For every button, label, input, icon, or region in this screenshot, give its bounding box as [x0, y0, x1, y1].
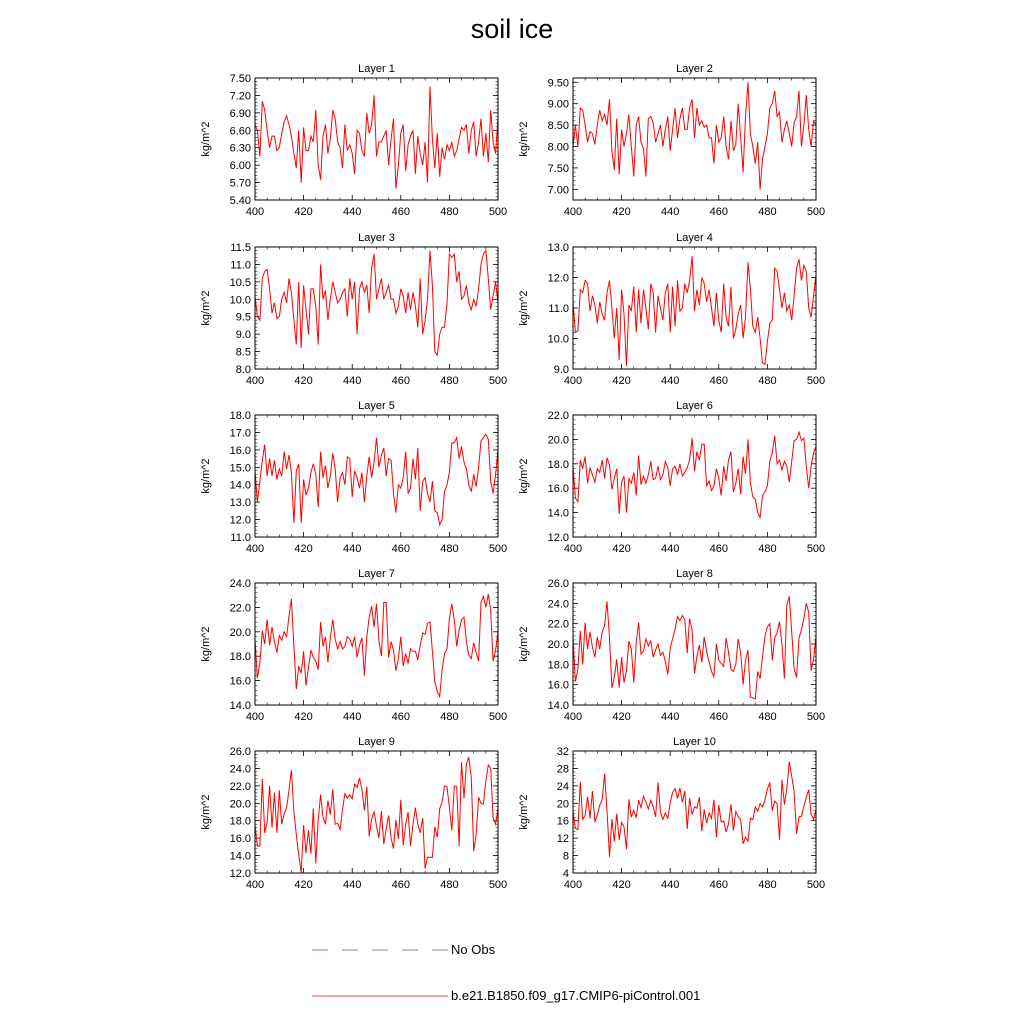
x-tick-label: 420 — [612, 543, 631, 555]
x-tick-label: 420 — [294, 543, 313, 555]
y-tick-label: 12.0 — [547, 272, 569, 285]
x-tick-label: 460 — [391, 543, 410, 555]
x-tick-label: 460 — [391, 375, 410, 387]
x-tick-label: 400 — [563, 206, 583, 218]
series-line — [255, 757, 498, 873]
plot-frame — [573, 78, 816, 200]
x-tick-label: 440 — [343, 711, 362, 723]
y-axis-label: kg/m^2 — [518, 626, 530, 662]
y-axis-label: kg/m^2 — [518, 121, 530, 157]
y-tick-label: 6.60 — [229, 125, 251, 138]
panel-title: Layer 10 — [673, 736, 716, 748]
x-tick-label: 460 — [709, 879, 728, 891]
x-tick-label: 500 — [488, 206, 508, 218]
y-tick-label: 10.0 — [229, 294, 251, 307]
x-tick-label: 500 — [806, 543, 826, 555]
x-tick-label: 480 — [440, 543, 459, 555]
chart-panel-3 — [200, 232, 507, 387]
y-axis-label: kg/m^2 — [518, 458, 530, 494]
y-tick-label: 8.5 — [235, 346, 251, 359]
y-tick-label: 4 — [562, 868, 569, 880]
x-tick-label: 480 — [758, 206, 777, 218]
x-tick-label: 420 — [294, 375, 313, 387]
y-tick-label: 22.0 — [547, 618, 569, 631]
series-line — [255, 251, 498, 356]
x-tick-label: 440 — [343, 375, 362, 387]
y-tick-label: 14.0 — [229, 700, 251, 712]
y-tick-label: 26.0 — [229, 746, 251, 758]
x-tick-label: 480 — [758, 543, 777, 555]
y-tick-label: 18.0 — [229, 815, 251, 828]
y-tick-label: 12.0 — [229, 868, 251, 880]
panel-title: Layer 6 — [676, 400, 713, 412]
y-tick-label: 7.20 — [229, 90, 251, 103]
panel-title: Layer 7 — [358, 568, 395, 580]
series-line — [573, 596, 816, 699]
y-tick-label: 26.0 — [547, 578, 569, 590]
panel-title: Layer 3 — [358, 232, 395, 244]
legend-obs-label: No Obs — [451, 942, 496, 957]
x-tick-label: 440 — [343, 206, 362, 218]
series-line — [573, 82, 816, 189]
x-tick-label: 480 — [440, 879, 459, 891]
x-tick-label: 400 — [563, 375, 583, 387]
chart-panel-6 — [518, 400, 825, 555]
y-tick-label: 12 — [556, 833, 569, 846]
y-tick-label: 20.0 — [547, 639, 569, 651]
panel-title: Layer 4 — [676, 232, 713, 244]
y-tick-label: 10.5 — [229, 276, 251, 289]
y-tick-label: 8.00 — [547, 141, 569, 154]
y-tick-label: 8.0 — [235, 364, 251, 376]
series-line — [573, 256, 816, 366]
y-tick-label: 20.0 — [229, 798, 251, 811]
x-tick-label: 420 — [612, 375, 631, 387]
x-tick-label: 480 — [758, 711, 777, 723]
x-tick-label: 440 — [661, 711, 680, 723]
y-tick-label: 5.70 — [229, 177, 251, 190]
y-axis-label: kg/m^2 — [200, 458, 212, 494]
x-tick-label: 500 — [806, 711, 826, 723]
x-tick-label: 400 — [245, 543, 265, 555]
y-tick-label: 7.00 — [547, 184, 569, 197]
chart-panel-9 — [200, 736, 507, 891]
x-tick-label: 480 — [440, 375, 459, 387]
y-tick-label: 13.0 — [547, 242, 569, 254]
x-tick-label: 400 — [245, 879, 265, 891]
y-tick-label: 16.0 — [547, 679, 569, 692]
y-tick-label: 6.00 — [229, 160, 251, 173]
panel-title: Layer 8 — [676, 568, 713, 580]
x-tick-label: 440 — [661, 206, 680, 218]
y-tick-label: 7.50 — [229, 73, 251, 85]
y-tick-label: 12.0 — [547, 532, 569, 544]
chart-panel-4 — [518, 232, 825, 387]
x-tick-label: 460 — [391, 711, 410, 723]
y-tick-label: 13.0 — [229, 497, 251, 510]
x-tick-label: 500 — [488, 711, 508, 723]
x-tick-label: 420 — [612, 879, 631, 891]
plot-frame — [255, 247, 498, 369]
x-tick-label: 440 — [661, 879, 680, 891]
y-tick-label: 24.0 — [547, 598, 569, 611]
x-tick-label: 440 — [343, 543, 362, 555]
y-tick-label: 16.0 — [229, 833, 251, 846]
y-tick-label: 9.5 — [235, 311, 251, 324]
x-tick-label: 420 — [612, 711, 631, 723]
series-line — [255, 594, 498, 697]
y-tick-label: 22.0 — [547, 410, 569, 422]
x-tick-label: 440 — [343, 879, 362, 891]
y-tick-label: 16 — [556, 815, 569, 828]
panel-title: Layer 1 — [358, 63, 395, 75]
legend-model-label: b.e21.B1850.f09_g17.CMIP6-piControl.001 — [451, 988, 701, 1003]
y-tick-label: 14.0 — [229, 479, 251, 492]
x-tick-label: 500 — [488, 375, 508, 387]
panel-title: Layer 2 — [676, 63, 713, 75]
x-tick-label: 460 — [709, 206, 728, 218]
y-tick-label: 11.0 — [548, 303, 569, 315]
y-tick-label: 11.0 — [230, 532, 251, 544]
series-line — [573, 762, 816, 857]
x-tick-label: 500 — [806, 206, 826, 218]
x-tick-label: 400 — [245, 206, 265, 218]
x-tick-label: 500 — [806, 879, 826, 891]
y-tick-label: 24.0 — [229, 763, 251, 776]
y-tick-label: 18.0 — [547, 659, 569, 672]
x-tick-label: 400 — [563, 879, 583, 891]
y-tick-label: 11.5 — [230, 242, 251, 254]
y-tick-label: 15.0 — [229, 462, 251, 475]
y-tick-label: 9.50 — [547, 77, 569, 90]
y-axis-label: kg/m^2 — [518, 290, 530, 326]
y-tick-label: 6.90 — [229, 107, 251, 120]
y-tick-label: 9.0 — [553, 364, 569, 376]
x-tick-label: 500 — [488, 543, 508, 555]
y-tick-label: 12.0 — [229, 514, 251, 527]
y-tick-label: 6.30 — [229, 142, 251, 155]
x-tick-label: 420 — [294, 206, 313, 218]
y-tick-label: 18.0 — [547, 458, 569, 471]
series-line — [255, 87, 498, 189]
x-tick-label: 480 — [440, 711, 459, 723]
x-tick-label: 480 — [758, 375, 777, 387]
y-tick-label: 32 — [556, 746, 569, 758]
x-tick-label: 460 — [709, 543, 728, 555]
chart-panel-5 — [200, 400, 507, 555]
x-tick-label: 440 — [661, 375, 680, 387]
y-tick-label: 17.0 — [229, 427, 251, 440]
series-line — [255, 434, 498, 525]
chart-panel-10 — [518, 736, 825, 891]
y-tick-label: 28 — [556, 763, 569, 776]
y-tick-label: 14.0 — [229, 850, 251, 863]
chart-panel-7 — [200, 568, 507, 723]
y-tick-label: 8.50 — [547, 120, 569, 133]
y-tick-label: 9.0 — [235, 329, 251, 342]
x-tick-label: 500 — [488, 879, 508, 891]
x-tick-label: 420 — [612, 206, 631, 218]
x-tick-label: 440 — [661, 543, 680, 555]
y-tick-label: 24 — [556, 780, 569, 793]
y-tick-label: 20 — [556, 798, 569, 811]
y-tick-label: 11.0 — [230, 259, 251, 272]
x-tick-label: 480 — [758, 879, 777, 891]
y-tick-label: 18.0 — [229, 410, 251, 422]
y-tick-label: 5.40 — [229, 195, 251, 207]
x-tick-label: 460 — [391, 879, 410, 891]
x-tick-label: 400 — [245, 711, 265, 723]
y-axis-label: kg/m^2 — [200, 626, 212, 662]
chart-panel-1 — [200, 63, 507, 218]
y-tick-label: 22.0 — [229, 602, 251, 615]
x-tick-label: 460 — [709, 375, 728, 387]
y-tick-label: 9.00 — [547, 98, 569, 111]
chart-panel-8 — [518, 568, 825, 723]
panel-title: Layer 9 — [358, 736, 395, 748]
y-tick-label: 14.0 — [547, 700, 569, 712]
x-tick-label: 480 — [440, 206, 459, 218]
x-tick-label: 400 — [563, 543, 583, 555]
y-axis-label: kg/m^2 — [200, 290, 212, 326]
x-tick-label: 400 — [563, 711, 583, 723]
y-tick-label: 18.0 — [229, 651, 251, 664]
y-axis-label: kg/m^2 — [200, 121, 212, 157]
x-tick-label: 500 — [806, 375, 826, 387]
y-tick-label: 20.0 — [229, 626, 251, 639]
y-tick-label: 22.0 — [229, 780, 251, 793]
y-tick-label: 10.0 — [547, 333, 569, 346]
y-tick-label: 16.0 — [229, 675, 251, 688]
y-axis-label: kg/m^2 — [200, 794, 212, 830]
x-tick-label: 460 — [709, 711, 728, 723]
chart-panel-2 — [518, 63, 825, 218]
y-tick-label: 24.0 — [229, 578, 251, 590]
y-tick-label: 16.0 — [229, 444, 251, 457]
y-tick-label: 14.0 — [547, 507, 569, 520]
x-tick-label: 420 — [294, 711, 313, 723]
y-tick-label: 16.0 — [547, 483, 569, 496]
y-axis-label: kg/m^2 — [518, 794, 530, 830]
x-tick-label: 460 — [391, 206, 410, 218]
page-title: soil ice — [470, 14, 554, 44]
x-tick-label: 420 — [294, 879, 313, 891]
y-tick-label: 20.0 — [547, 434, 569, 447]
y-tick-label: 8 — [562, 850, 569, 863]
x-tick-label: 400 — [245, 375, 265, 387]
panel-title: Layer 5 — [358, 400, 395, 412]
plot-frame — [573, 415, 816, 537]
series-line — [573, 432, 816, 517]
y-tick-label: 7.50 — [547, 162, 569, 175]
